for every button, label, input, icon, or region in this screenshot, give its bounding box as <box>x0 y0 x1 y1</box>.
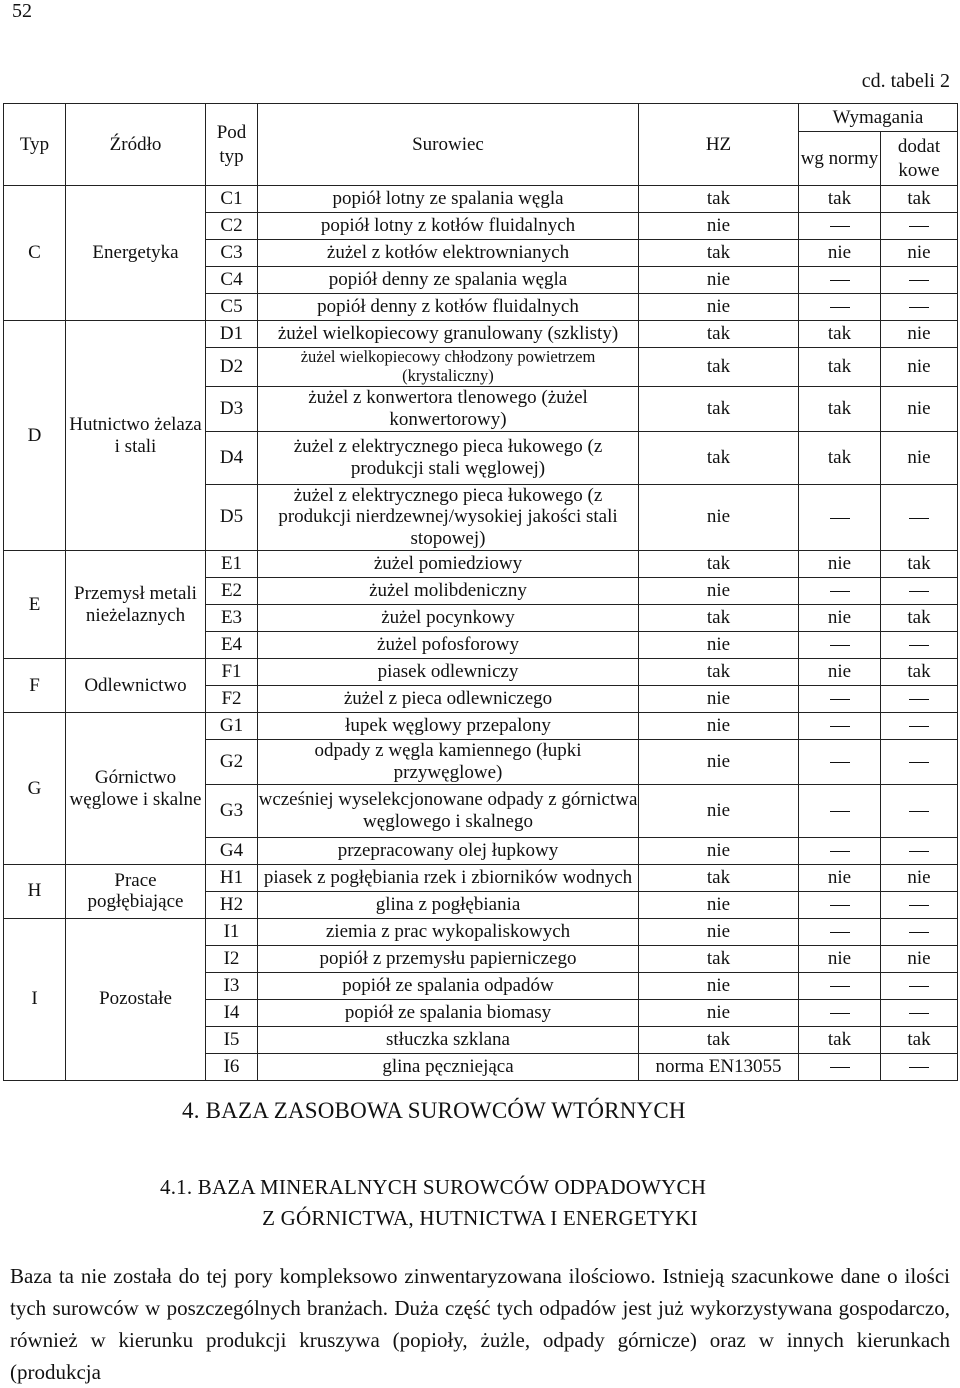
dash-mark <box>830 986 850 987</box>
dash-mark <box>830 280 850 281</box>
cell-zrodlo: Górnictwo węglowe i skalne <box>66 713 206 865</box>
cell-hz: tak <box>639 551 799 578</box>
cell-surowiec: żużel wielkopiecowy granulowany (szklisty) <box>258 321 639 348</box>
cell-surowiec: ziemia z prac wykopaliskowych <box>258 918 639 945</box>
cell-podtyp: I2 <box>206 945 258 972</box>
cell-podtyp: H2 <box>206 891 258 918</box>
cell-hz: nie <box>639 578 799 605</box>
page-number: 52 <box>12 0 32 22</box>
cell-hz: nie <box>639 891 799 918</box>
dash-mark <box>909 645 929 646</box>
cell-surowiec: popiół ze spalania odpadów <box>258 972 639 999</box>
cell-wg-normy <box>799 837 881 864</box>
cell-podtyp: F2 <box>206 686 258 713</box>
cell-dodatkowe <box>881 784 958 837</box>
section-heading: 4. BAZA ZASOBOWA SUROWCÓW WTÓRNYCH <box>182 1098 686 1123</box>
cell-surowiec: żużel pomiedziowy <box>258 551 639 578</box>
cell-surowiec: piasek z pogłębiania rzek i zbiorników wodnych <box>258 864 639 891</box>
cell-dodatkowe <box>881 972 958 999</box>
cell-surowiec: popiół z przemysłu papierniczego <box>258 945 639 972</box>
cell-dodatkowe <box>881 267 958 294</box>
cell-typ: I <box>4 918 66 1080</box>
dash-mark <box>909 1067 929 1068</box>
cell-dodatkowe <box>881 740 958 785</box>
cell-zrodlo: Przemysł metali nieżelaznych <box>66 551 206 659</box>
cell-podtyp: I1 <box>206 918 258 945</box>
cell-podtyp: I6 <box>206 1053 258 1080</box>
cell-podtyp: C3 <box>206 240 258 267</box>
header-zrodlo: Źródło <box>66 104 206 186</box>
cell-podtyp: E3 <box>206 605 258 632</box>
cell-dodatkowe <box>881 999 958 1026</box>
cell-wg-normy <box>799 891 881 918</box>
dash-mark <box>830 851 850 852</box>
cell-wg-normy: nie <box>799 605 881 632</box>
table-row <box>4 864 958 891</box>
cell-surowiec: wcześniej wyselekcjonowane odpady z górnictwa węglowego i skalnego <box>258 784 639 837</box>
dash-mark <box>909 851 929 852</box>
header-typ: Typ <box>4 104 66 186</box>
cell-surowiec: popiół denny z kotłów fluidalnych <box>258 294 639 321</box>
cell-surowiec: glina pęczniejąca <box>258 1053 639 1080</box>
cell-hz: tak <box>639 945 799 972</box>
dash-mark <box>830 726 850 727</box>
table-row <box>4 659 958 686</box>
cell-dodatkowe: tak <box>881 1026 958 1053</box>
cell-hz: nie <box>639 740 799 785</box>
cell-zrodlo: Pozostałe <box>66 918 206 1080</box>
cell-wg-normy: nie <box>799 659 881 686</box>
cell-dodatkowe: tak <box>881 605 958 632</box>
cell-surowiec: żużel molibdeniczny <box>258 578 639 605</box>
cell-dodatkowe: nie <box>881 240 958 267</box>
cell-wg-normy: nie <box>799 551 881 578</box>
cell-podtyp: C2 <box>206 213 258 240</box>
cell-wg-normy: tak <box>799 431 881 484</box>
dash-mark <box>830 699 850 700</box>
cell-podtyp: G4 <box>206 837 258 864</box>
cell-podtyp: C1 <box>206 186 258 213</box>
cell-wg-normy <box>799 632 881 659</box>
cell-dodatkowe <box>881 686 958 713</box>
dash-mark <box>909 280 929 281</box>
cell-surowiec: glina z pogłębiania <box>258 891 639 918</box>
cell-hz: tak <box>639 386 799 431</box>
cell-hz: nie <box>639 837 799 864</box>
cell-podtyp: E4 <box>206 632 258 659</box>
cell-surowiec: piasek odlewniczy <box>258 659 639 686</box>
cell-wg-normy: tak <box>799 1026 881 1053</box>
dash-mark <box>909 811 929 812</box>
cell-wg-normy <box>799 713 881 740</box>
cell-hz: nie <box>639 784 799 837</box>
cell-podtyp: H1 <box>206 864 258 891</box>
cell-zrodlo: Energetyka <box>66 186 206 321</box>
dash-mark <box>909 932 929 933</box>
dash-mark <box>909 518 929 519</box>
cell-hz: norma EN13055 <box>639 1053 799 1080</box>
subsection-heading-line2: Z GÓRNICTWA, HUTNICTWA I ENERGETYKI <box>262 1206 698 1230</box>
cell-podtyp: G3 <box>206 784 258 837</box>
cell-surowiec: stłuczka szklana <box>258 1026 639 1053</box>
cell-dodatkowe: tak <box>881 551 958 578</box>
cell-hz: nie <box>639 267 799 294</box>
cell-dodatkowe <box>881 1053 958 1080</box>
cell-wg-normy <box>799 1053 881 1080</box>
cell-podtyp: E2 <box>206 578 258 605</box>
cell-dodatkowe: tak <box>881 659 958 686</box>
cell-dodatkowe <box>881 484 958 551</box>
header-podtyp: Pod typ <box>206 104 258 186</box>
cell-surowiec: żużel pofosforowy <box>258 632 639 659</box>
dash-mark <box>909 226 929 227</box>
cell-wg-normy <box>799 267 881 294</box>
cell-wg-normy <box>799 972 881 999</box>
cell-wg-normy <box>799 740 881 785</box>
dash-mark <box>830 762 850 763</box>
cell-wg-normy <box>799 294 881 321</box>
table-row <box>4 551 958 578</box>
cell-podtyp: G1 <box>206 713 258 740</box>
cell-wg-normy <box>799 578 881 605</box>
body-paragraph: Baza ta nie została do tej pory kompleksowo zinwentaryzowana ilościowo. Istnieją szacunkowe dane o ilości tych surowców w poszczególnych branżach. Duża część tych odpadów jest już wykorzystywana gospodarczo, również w kierunku produkcji kruszywa (popioły, żużle, odpady górnicze) oraz w innych kierunkach (produkcja <box>10 1264 950 1384</box>
dash-mark <box>830 307 850 308</box>
cell-wg-normy <box>799 213 881 240</box>
cell-zrodlo: Prace pogłębiające <box>66 864 206 918</box>
cell-hz: nie <box>639 484 799 551</box>
dash-mark <box>830 811 850 812</box>
header-hz: HZ <box>639 104 799 186</box>
cell-surowiec: popiół denny ze spalania węgla <box>258 267 639 294</box>
cell-hz: nie <box>639 213 799 240</box>
cell-typ: C <box>4 186 66 321</box>
cell-dodatkowe <box>881 713 958 740</box>
table-caption: cd. tabeli 2 <box>861 70 950 92</box>
cell-hz: tak <box>639 1026 799 1053</box>
cell-hz: tak <box>639 240 799 267</box>
cell-dodatkowe: nie <box>881 945 958 972</box>
cell-dodatkowe: nie <box>881 386 958 431</box>
cell-hz: tak <box>639 321 799 348</box>
subsection-heading-line1: 4.1. BAZA MINERALNYCH SUROWCÓW ODPADOWYCH <box>160 1175 707 1199</box>
table-row <box>4 918 958 945</box>
dash-mark <box>830 932 850 933</box>
cell-podtyp: E1 <box>206 551 258 578</box>
cell-wg-normy <box>799 484 881 551</box>
cell-surowiec: żużel pocynkowy <box>258 605 639 632</box>
dash-mark <box>909 699 929 700</box>
cell-podtyp: I5 <box>206 1026 258 1053</box>
cell-wg-normy <box>799 686 881 713</box>
dash-mark <box>909 762 929 763</box>
dash-mark <box>909 905 929 906</box>
cell-surowiec: żużel wielkopiecowy chłodzony powietrzem (krystaliczny) <box>258 348 639 387</box>
cell-podtyp: D4 <box>206 431 258 484</box>
cell-podtyp: F1 <box>206 659 258 686</box>
table-body <box>4 186 958 1081</box>
cell-surowiec: żużel z kotłów elektrownianych <box>258 240 639 267</box>
table-row <box>4 186 958 213</box>
cell-typ: E <box>4 551 66 659</box>
cell-dodatkowe <box>881 213 958 240</box>
dash-mark <box>830 645 850 646</box>
cell-typ: D <box>4 321 66 551</box>
cell-hz: tak <box>639 605 799 632</box>
cell-hz: tak <box>639 186 799 213</box>
cell-surowiec: przepracowany olej łupkowy <box>258 837 639 864</box>
cell-hz: nie <box>639 999 799 1026</box>
cell-dodatkowe <box>881 891 958 918</box>
cell-wg-normy <box>799 784 881 837</box>
cell-wg-normy: tak <box>799 348 881 387</box>
cell-dodatkowe <box>881 918 958 945</box>
cell-zrodlo: Odlewnictwo <box>66 659 206 713</box>
cell-hz: nie <box>639 972 799 999</box>
cell-podtyp: C5 <box>206 294 258 321</box>
dash-mark <box>909 591 929 592</box>
cell-zrodlo: Hutnictwo żelaza i stali <box>66 321 206 551</box>
cell-hz: nie <box>639 918 799 945</box>
header-dodatkowe: dodat kowe <box>881 132 958 186</box>
cell-podtyp: D1 <box>206 321 258 348</box>
header-surowiec: Surowiec <box>258 104 639 186</box>
cell-hz: nie <box>639 686 799 713</box>
header-wg-normy: wg normy <box>799 132 881 186</box>
table-row <box>4 321 958 348</box>
cell-surowiec: żużel z elektrycznego pieca łukowego (z produkcji nierdzewnej/wysokiej jakości stali stopowej) <box>258 484 639 551</box>
table-row <box>4 713 958 740</box>
cell-surowiec: żużel z elektrycznego pieca łukowego (z produkcji stali węglowej) <box>258 431 639 484</box>
cell-surowiec: popiół ze spalania biomasy <box>258 999 639 1026</box>
cell-hz: tak <box>639 348 799 387</box>
dash-mark <box>909 986 929 987</box>
cell-dodatkowe <box>881 294 958 321</box>
dash-mark <box>909 726 929 727</box>
cell-typ: H <box>4 864 66 918</box>
cell-hz: nie <box>639 294 799 321</box>
cell-wg-normy: nie <box>799 945 881 972</box>
dash-mark <box>830 226 850 227</box>
cell-typ: F <box>4 659 66 713</box>
cell-wg-normy: tak <box>799 186 881 213</box>
cell-podtyp: I3 <box>206 972 258 999</box>
cell-dodatkowe: nie <box>881 431 958 484</box>
cell-wg-normy: tak <box>799 321 881 348</box>
cell-surowiec: łupek węglowy przepalony <box>258 713 639 740</box>
dash-mark <box>830 518 850 519</box>
cell-podtyp: I4 <box>206 999 258 1026</box>
cell-hz: tak <box>639 659 799 686</box>
cell-hz: tak <box>639 864 799 891</box>
cell-dodatkowe <box>881 578 958 605</box>
cell-surowiec: żużel z pieca odlewniczego <box>258 686 639 713</box>
cell-hz: tak <box>639 431 799 484</box>
cell-wg-normy: nie <box>799 864 881 891</box>
cell-dodatkowe: nie <box>881 321 958 348</box>
cell-dodatkowe: tak <box>881 186 958 213</box>
dash-mark <box>909 1013 929 1014</box>
cell-hz: nie <box>639 713 799 740</box>
cell-hz: nie <box>639 632 799 659</box>
cell-dodatkowe: nie <box>881 348 958 387</box>
cell-podtyp: D5 <box>206 484 258 551</box>
cell-wg-normy <box>799 918 881 945</box>
cell-wg-normy: nie <box>799 240 881 267</box>
dash-mark <box>830 1013 850 1014</box>
cell-podtyp: D2 <box>206 348 258 387</box>
cell-typ: G <box>4 713 66 865</box>
waste-materials-table <box>3 103 958 1081</box>
cell-dodatkowe <box>881 632 958 659</box>
cell-dodatkowe: nie <box>881 864 958 891</box>
cell-podtyp: D3 <box>206 386 258 431</box>
cell-podtyp: G2 <box>206 740 258 785</box>
cell-wg-normy <box>799 999 881 1026</box>
cell-podtyp: C4 <box>206 267 258 294</box>
dash-mark <box>909 307 929 308</box>
cell-surowiec: żużel z konwertora tlenowego (żużel konwertorowy) <box>258 386 639 431</box>
cell-surowiec: popiół lotny ze spalania węgla <box>258 186 639 213</box>
cell-dodatkowe <box>881 837 958 864</box>
dash-mark <box>830 905 850 906</box>
cell-surowiec: odpady z węgla kamiennego (łupki przywęglowe) <box>258 740 639 785</box>
cell-surowiec: popiół lotny z kotłów fluidalnych <box>258 213 639 240</box>
header-wymagania: Wymagania <box>799 104 958 132</box>
dash-mark <box>830 591 850 592</box>
cell-wg-normy: tak <box>799 386 881 431</box>
dash-mark <box>830 1067 850 1068</box>
